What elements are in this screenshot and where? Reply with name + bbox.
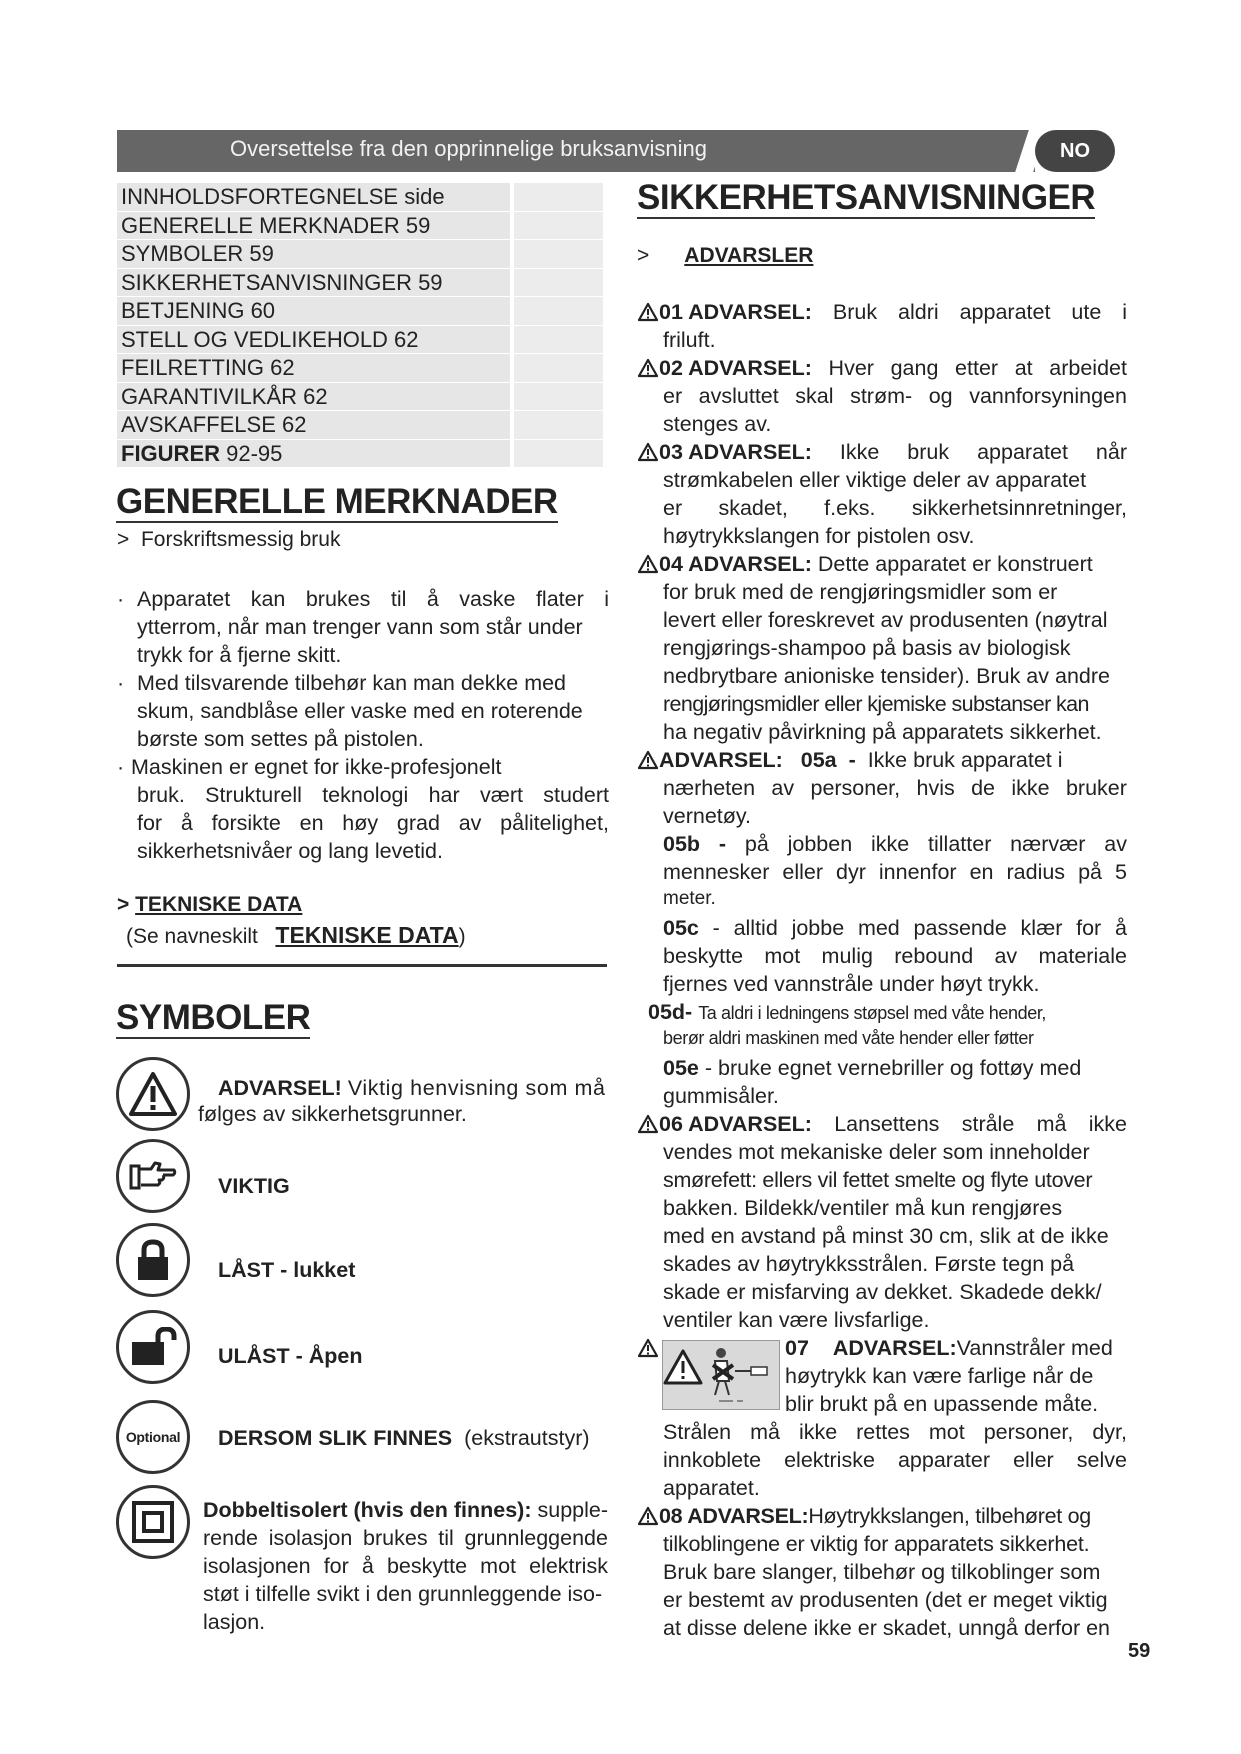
warning-03-line: strømkabelen eller viktige deler av apparatet xyxy=(663,468,1087,492)
unlocked-symbol xyxy=(116,1310,190,1384)
warning-01-line: friluft. xyxy=(663,328,716,352)
optional-icon: Optional xyxy=(125,1429,181,1445)
general-line: Apparatet kan brukes til å vaske flater i xyxy=(137,587,609,611)
toc-item: BETJENING 60 xyxy=(117,297,510,325)
locked-symbol xyxy=(116,1223,190,1297)
warning-08-line: Bruk bare slanger, tilbehør og tilkoblinger som xyxy=(663,1560,1101,1584)
warning-icon xyxy=(637,554,659,574)
general-line: for å forsikte en høy grad av pålitelighet, xyxy=(137,811,609,835)
pointing-hand-icon xyxy=(129,1160,177,1192)
warning-05c-line: fjernes ved vannstråle under høyt trykk. xyxy=(663,972,1040,996)
warning-07: 07 ADVARSEL:Vannstråler med xyxy=(785,1336,1113,1360)
warning-triangle-icon xyxy=(128,1071,178,1117)
warning-06-line: bakken. Bildekk/ventiler må kun rengjøres xyxy=(663,1196,1063,1220)
optional-text: DERSOM SLIK FINNES (ekstrautstyr) xyxy=(218,1426,590,1450)
toc-row xyxy=(117,212,603,241)
toc-row xyxy=(117,240,603,269)
warning-06-line: vendes mot mekaniske deler som inneholder xyxy=(663,1140,1090,1164)
warning-02: 02 ADVARSEL: Hver gang etter at arbeidet xyxy=(637,356,1127,381)
warning-05: ADVARSEL: 05a - Ikke bruk apparatet i xyxy=(637,748,1063,773)
warning-04-line: levert eller foreskrevet av produsenten (nøytral xyxy=(663,608,1108,632)
warning-05e: 05e - bruke egnet vernebriller og fottøy med xyxy=(663,1056,1082,1080)
warning-03-line: høytrykkslangen for pistolen osv. xyxy=(663,524,975,548)
warning-02-line: er avsluttet skal strøm- og vannforsyningen xyxy=(663,384,1127,408)
toc-row xyxy=(117,354,603,383)
warning-05d: 05d- Ta aldri i ledningens støpsel med våte hender, xyxy=(648,1000,1047,1024)
warning-04-line: ha negativ påvirkning på apparatets sikkerhet. xyxy=(663,720,1102,744)
warning-03: 03 ADVARSEL: Ikke bruk apparatet når xyxy=(637,440,1127,465)
warning-icon xyxy=(637,1338,659,1358)
warning-06-line: skade er misfarving av dekket. Skadede dekk/ xyxy=(663,1280,1102,1304)
warning-icon xyxy=(637,302,659,322)
warning-01: 01 ADVARSEL: Bruk aldri apparatet ute i xyxy=(637,300,1127,325)
spray-danger-icon xyxy=(663,1341,779,1409)
warning-07-line: apparatet. xyxy=(663,1476,760,1500)
toc-row xyxy=(117,183,603,212)
warning-03-line: er skadet, f.eks. sikkerhetsinnretninger, xyxy=(663,496,1127,520)
warning-05c: 05c - alltid jobbe med passende klær for å xyxy=(663,916,1127,940)
general-line: børste som settes på pistolen. xyxy=(137,727,424,751)
unlock-icon xyxy=(128,1327,178,1367)
double-insulation-text: Dobbeltisolert (hvis den finnes): supple- rende isolasjon brukes til grunnleggende isolasjonen for å beskytte mot elektrisk støt i tilfelle svikt i den grunnleggende iso- lasjon. xyxy=(203,1498,608,1634)
warning-08-line: tilkoblingene er viktig for apparatets sikkerhet. xyxy=(663,1532,1090,1556)
warning-icon xyxy=(637,358,659,378)
toc-row xyxy=(117,269,603,298)
toc-row xyxy=(117,326,603,355)
toc-item: GENERELLE MERKNADER 59 xyxy=(117,212,510,240)
warning-06-line: skades av høytrykksstrålen. Første tegn på xyxy=(663,1252,1075,1276)
lock-icon xyxy=(133,1238,173,1282)
toc-row xyxy=(117,440,603,469)
language-badge: NO xyxy=(1035,130,1115,172)
warning-05b-line: meter. xyxy=(663,888,716,909)
warning-04: 04 ADVARSEL: Dette apparatet er konstruert xyxy=(637,552,1093,577)
toc-item: INNHOLDSFORTEGNELSE side xyxy=(117,183,510,211)
general-line: skum, sandblåse eller vaske med en roterende xyxy=(137,699,583,723)
warning-07-line: innkoblete elektriske apparater eller selve xyxy=(663,1448,1127,1472)
warning-04-line: for bruk med de rengjøringsmidler som er xyxy=(663,580,1058,604)
warning-07-line: blir brukt på en upassende måte. xyxy=(785,1392,1099,1416)
warning-05b: 05b - på jobben ikke tillatter nærvær av xyxy=(663,832,1127,856)
warning-04-line: rengjørings-shampoo på basis av biologisk xyxy=(663,636,1071,660)
warning-icon xyxy=(637,1114,659,1134)
optional-symbol xyxy=(116,1400,190,1474)
safety-heading: SIKKERHETSANVISNINGER xyxy=(637,178,1096,217)
warning-08-line: at disse delene ikke er skadet, unngå derfor en xyxy=(663,1616,1111,1640)
double-insulation-icon xyxy=(131,1500,175,1544)
warning-05e-line: gummisåler. xyxy=(663,1084,779,1108)
important-symbol xyxy=(116,1139,190,1213)
warning-07-line: Strålen må ikke rettes mot personer, dyr, xyxy=(663,1420,1127,1444)
toc-row xyxy=(117,383,603,412)
tech-note: (Se navneskilt TEKNISKE DATA) xyxy=(126,922,466,948)
general-body: · Apparatet kan brukes til å vaske flater i ytterrom, når man trenger vann som står under trykk for å fjerne skitt. · Med tilsvarende tilbehør kan man dekke med skum, sandblåse eller vaske med en roterende børste som settes på pistolen. · Maskinen er egnet for ikke-profesjonelt bruk. Strukturell teknologi har vært studert for å forsikte en høy grad av pålitelighet, sikkerhetsnivåer og lang levetid. xyxy=(117,587,609,863)
warning-06-line: smørefett: ellers vil fettet smelte og flyte utover xyxy=(663,1168,1093,1192)
warning-icon xyxy=(637,1506,659,1526)
warning-07-line: høytrykk kan være farlige når de xyxy=(785,1364,1094,1388)
warning-06-line: ventiler kan være livsfarlige. xyxy=(663,1308,930,1332)
toc-row xyxy=(117,297,603,326)
table-of-contents xyxy=(117,183,603,468)
warning-symbol-text-2: følges av sikkerhetsgrunner. xyxy=(198,1102,467,1126)
page-number: 59 xyxy=(1128,1640,1151,1662)
toc-item-figures: FIGURER 92-95 xyxy=(117,440,510,468)
warning-02-line: stenges av. xyxy=(663,412,772,436)
warning-05-line: nærheten av personer, hvis de ikke bruker xyxy=(663,776,1127,800)
warning-06: 06 ADVARSEL: Lansettens stråle må ikke xyxy=(637,1112,1127,1137)
warning-symbol-text: ADVARSEL! Viktig henvisning som må xyxy=(218,1076,606,1100)
locked-text: LÅST - lukket xyxy=(218,1258,356,1282)
section-divider xyxy=(117,964,607,967)
warning-04-line: rengjøringsmidler eller kjemiske substanser kan xyxy=(663,692,1089,716)
warning-symbol xyxy=(116,1057,190,1131)
important-text: VIKTIG xyxy=(218,1174,290,1198)
general-line: trykk for å fjerne skitt. xyxy=(137,643,342,667)
warning-05b-line: mennesker eller dyr innenfor en radius på 5 xyxy=(663,860,1127,884)
symbols-heading: SYMBOLER xyxy=(116,998,311,1037)
toc-item: SIKKERHETSANVISNINGER 59 xyxy=(117,269,510,297)
warning-08: 08 ADVARSEL:Høytrykkslangen, tilbehøret og xyxy=(637,1504,1091,1529)
toc-item: STELL OG VEDLIKEHOLD 62 xyxy=(117,326,510,354)
general-line: sikkerhetsnivåer og lang levetid. xyxy=(137,839,443,863)
general-line: Med tilsvarende tilbehør kan man dekke med xyxy=(137,671,567,695)
warning-05-line: vernetøy. xyxy=(663,804,752,828)
toc-item: FEILRETTING 62 xyxy=(117,354,510,382)
unlocked-text: ULÅST - Åpen xyxy=(218,1344,363,1368)
header-title: Oversettelse fra den opprinnelige bruksanvisning xyxy=(230,136,707,161)
toc-item: GARANTIVILKÅR 62 xyxy=(117,383,510,411)
double-insulation-symbol xyxy=(116,1485,190,1559)
warning-06-line: med en avstand på minst 30 cm, slik at de ikke xyxy=(663,1224,1109,1248)
safety-subheading: > ADVARSLER xyxy=(637,244,814,267)
warning-08-line: er bestemt av produsenten (det er meget viktig xyxy=(663,1588,1108,1612)
warning-icon xyxy=(637,442,659,462)
warning-04-line: nedbrytbare anioniske tensider). Bruk av andre xyxy=(663,664,1110,688)
general-line: Maskinen er egnet for ikke-profesjonelt xyxy=(131,755,502,779)
general-line: bruk. Strukturell teknologi har vært studert xyxy=(137,783,609,807)
general-heading: GENERELLE MERKNADER xyxy=(116,482,558,521)
warning-05d-line: berør aldri maskinen med våte hender eller føtter xyxy=(663,1028,1034,1048)
toc-row xyxy=(117,411,603,440)
general-line: ytterrom, når man trenger vann som står under xyxy=(137,615,583,639)
general-subheading: > Forskriftsmessig bruk xyxy=(117,528,341,551)
warning-icon xyxy=(637,750,659,770)
warning-05c-line: beskytte mot mulig rebound av materiale xyxy=(663,944,1127,968)
toc-item: SYMBOLER 59 xyxy=(117,240,510,268)
tech-heading: > TEKNISKE DATA xyxy=(117,893,303,916)
warning-07-pictogram xyxy=(662,1340,780,1410)
toc-item: AVSKAFFELSE 62 xyxy=(117,411,510,439)
